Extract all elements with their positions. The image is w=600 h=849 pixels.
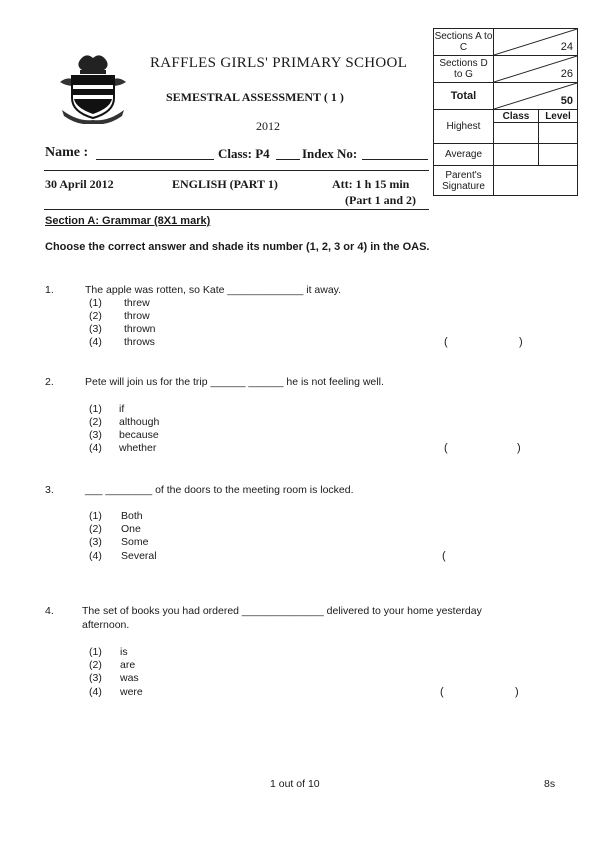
name-field[interactable] <box>96 158 214 160</box>
question-2-option-3-text: because <box>119 429 159 441</box>
section-a-title: Section A: Grammar (8X1 mark) <box>45 215 211 227</box>
question-2-option-4-text: whether <box>119 442 157 454</box>
question-4-option-1-number: (1) <box>89 646 102 658</box>
header-divider-top <box>44 170 429 171</box>
question-4-text-line-1: The set of books you had ordered ______________ delivered to your home yesterday <box>82 605 482 617</box>
assessment-year: 2012 <box>256 119 280 133</box>
exam-paper: ENGLISH (PART 1) <box>172 177 278 191</box>
question-3-option-2-text: One <box>121 523 141 535</box>
sections-dg-label: Sections D to G <box>434 56 494 83</box>
assessment-title: SEMESTRAL ASSESSMENT ( 1 ) <box>166 90 344 104</box>
index-label: Index No: <box>302 146 358 161</box>
highest-class-cell[interactable] <box>494 123 539 144</box>
question-1-option-3-number: (3) <box>89 323 102 335</box>
question-2-text: Pete will join us for the trip ______ ______ he is not feeling well. <box>85 376 384 388</box>
sections-ac-score-cell[interactable] <box>494 29 578 56</box>
question-1-answer-open: ( <box>444 336 448 348</box>
total-max: 50 <box>560 95 573 107</box>
question-1-option-1-text: threw <box>124 297 150 309</box>
question-4-answer-open: ( <box>440 686 444 698</box>
score-table <box>433 28 578 196</box>
exam-parts: (Part 1 and 2) <box>345 193 416 207</box>
question-2-answer-close: ) <box>517 442 521 454</box>
average-class-cell[interactable] <box>494 144 539 166</box>
question-1-option-1-number: (1) <box>89 297 102 309</box>
level-column-header: Level <box>539 110 578 123</box>
question-2-option-2-text: although <box>119 416 160 428</box>
total-label: Total <box>434 83 494 110</box>
question-2-answer-open: ( <box>444 442 448 454</box>
class-field[interactable] <box>276 158 300 160</box>
question-1-answer-close: ) <box>519 336 523 348</box>
average-level-cell[interactable] <box>539 144 578 166</box>
header-divider-bottom <box>44 209 429 210</box>
total-score-cell[interactable] <box>494 83 578 110</box>
parent-signature-label: Parent's Signature <box>434 166 494 196</box>
school-crest-logo <box>58 52 128 124</box>
question-4-number: 4. <box>45 605 54 617</box>
question-1-option-4-number: (4) <box>89 336 102 348</box>
question-2-option-3-number: (3) <box>89 429 102 441</box>
question-2-option-1-text: if <box>119 403 125 415</box>
question-1-option-4-text: throws <box>124 336 155 348</box>
question-2-option-2-number: (2) <box>89 416 102 428</box>
parent-signature-cell[interactable] <box>494 166 578 196</box>
class-label: Class: P4 <box>218 146 270 161</box>
question-3-option-3-number: (3) <box>89 536 102 548</box>
question-4-option-2-number: (2) <box>89 659 102 671</box>
question-4-option-1-text: is <box>120 646 128 658</box>
sections-dg-max: 26 <box>560 68 573 80</box>
question-3-option-4-number: (4) <box>89 550 102 562</box>
question-3-option-2-number: (2) <box>89 523 102 535</box>
exam-duration: Att: 1 h 15 min <box>332 177 410 191</box>
sections-ac-max: 24 <box>560 41 573 53</box>
question-1-number: 1. <box>45 284 54 296</box>
sections-dg-score-cell[interactable] <box>494 56 578 83</box>
question-1-option-3-text: thrown <box>124 323 156 335</box>
name-label: Name : <box>45 145 89 160</box>
highest-label: Highest <box>434 110 494 144</box>
question-4-answer-close: ) <box>515 686 519 698</box>
question-4-option-3-text: was <box>120 672 139 684</box>
question-3-option-3-text: Some <box>121 536 149 548</box>
index-field[interactable] <box>362 158 428 160</box>
page-code: 8s <box>544 778 556 790</box>
question-1-text: The apple was rotten, so Kate _____________ it away. <box>85 284 342 296</box>
question-2-option-1-number: (1) <box>89 403 102 415</box>
question-4-option-2-text: are <box>120 659 136 671</box>
question-1-option-2-text: throw <box>124 310 150 322</box>
question-3-answer-open: ( <box>442 550 446 562</box>
section-a-instruction: Choose the correct answer and shade its number (1, 2, 3 or 4) in the OAS. <box>45 241 430 253</box>
average-label: Average <box>434 144 494 166</box>
highest-level-cell[interactable] <box>539 123 578 144</box>
question-3-number: 3. <box>45 484 54 496</box>
question-3-option-4-text: Several <box>121 550 157 562</box>
question-2-number: 2. <box>45 376 54 388</box>
question-3-option-1-text: Both <box>121 510 143 522</box>
question-4-option-4-number: (4) <box>89 686 102 698</box>
school-name: RAFFLES GIRLS' PRIMARY SCHOOL <box>150 55 408 71</box>
question-4-option-3-number: (3) <box>89 672 102 684</box>
page-number: 1 out of 10 <box>270 778 320 790</box>
exam-date: 30 April 2012 <box>45 177 114 191</box>
question-1-option-2-number: (2) <box>89 310 102 322</box>
question-4-option-4-text: were <box>120 686 143 698</box>
question-4-text-line-2: afternoon. <box>82 619 130 631</box>
question-3-option-1-number: (1) <box>89 510 102 522</box>
class-column-header: Class <box>494 110 539 123</box>
question-2-option-4-number: (4) <box>89 442 102 454</box>
question-3-text: ___ ________ of the doors to the meeting room is locked. <box>85 484 354 496</box>
sections-ac-label: Sections A to C <box>434 29 494 56</box>
